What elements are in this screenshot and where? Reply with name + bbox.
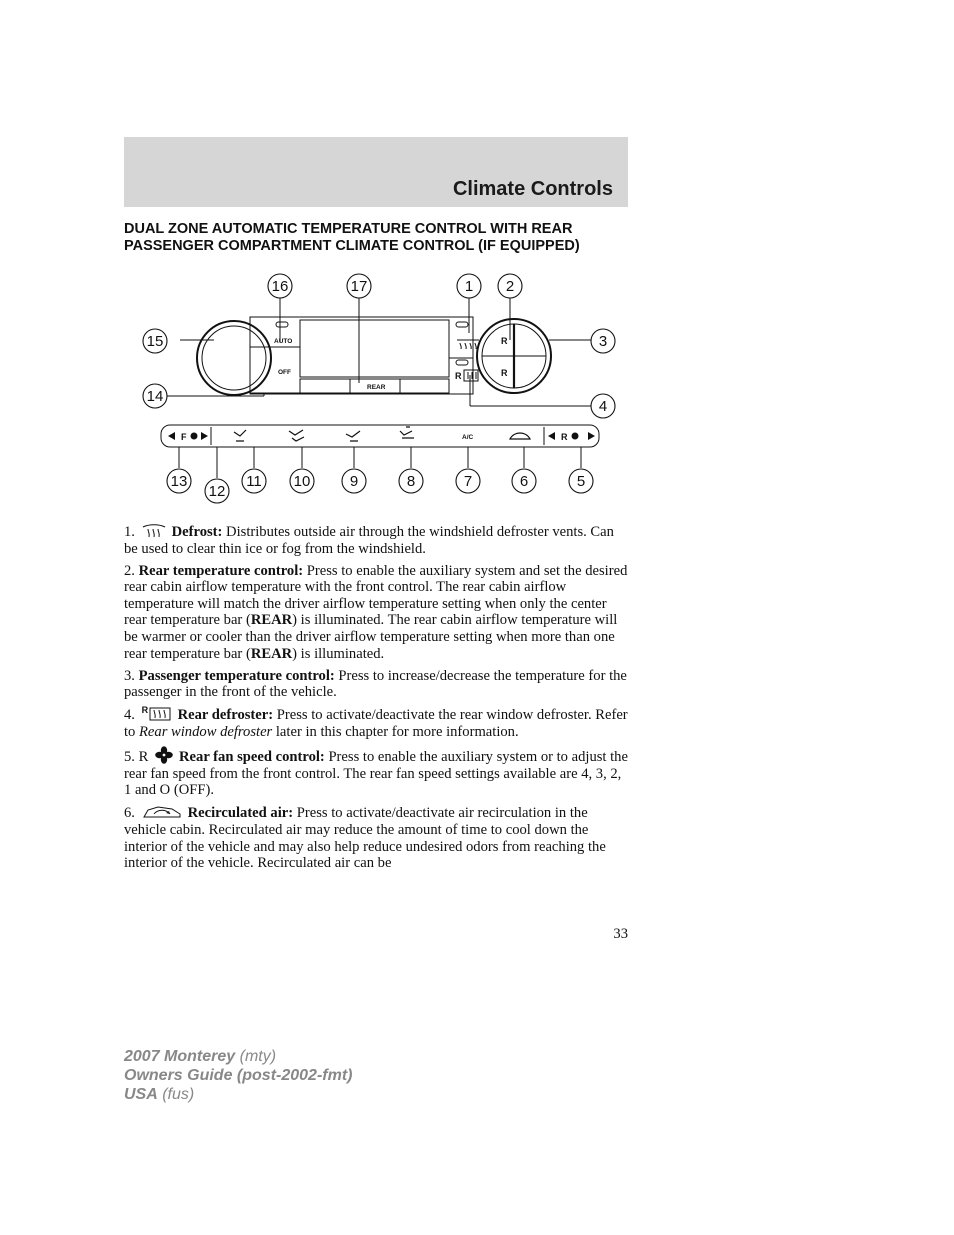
- item-1: 1. Defrost: Distributes outside air through the windshield defroster vents. Can be used to clear thin ice or fog from the windshield.: [124, 524, 614, 557]
- svg-text:17: 17: [350, 278, 368, 295]
- rear-label: REAR: [367, 384, 386, 391]
- callout-14: [143, 384, 167, 408]
- defrost-icon: [142, 523, 166, 539]
- svg-text:10: 10: [293, 473, 311, 490]
- svg-text:9: 9: [349, 473, 359, 490]
- svg-text:12: 12: [208, 483, 226, 500]
- callout-8: [399, 469, 423, 493]
- callout-17: [347, 274, 371, 298]
- footer-line-3: USA (fus): [124, 1086, 195, 1103]
- callout-5: [569, 469, 593, 493]
- callout-2: [498, 274, 522, 298]
- svg-text:5: 5: [576, 473, 586, 490]
- footer-line-1: 2007 Monterey (mty): [124, 1048, 277, 1065]
- recirculation-icon: [142, 804, 182, 820]
- svg-text:7: 7: [463, 473, 473, 490]
- rear-temp-upper-label: R: [501, 336, 508, 346]
- svg-text:1: 1: [464, 278, 474, 295]
- front-fan-icon: [168, 432, 208, 440]
- svg-text:16: 16: [271, 278, 289, 295]
- callout-12: [205, 479, 229, 503]
- callout-1: [457, 274, 481, 298]
- callout-10: [290, 469, 314, 493]
- callout-15: [143, 329, 167, 353]
- callout-7: [456, 469, 480, 493]
- svg-text:4: 4: [598, 398, 608, 415]
- footer-line-2: Owners Guide (post-2002-fmt): [124, 1067, 353, 1084]
- rear-defrost-label: R: [455, 371, 462, 381]
- svg-text:15: 15: [146, 333, 164, 350]
- heading-line-1: DUAL ZONE AUTOMATIC TEMPERATURE CONTROL WITH REAR: [124, 221, 573, 237]
- svg-text:6: 6: [519, 473, 529, 490]
- page-heading: [124, 221, 634, 255]
- svg-text:14: 14: [146, 388, 164, 405]
- rear-defrost-icon: [464, 370, 478, 381]
- callout-16: [268, 274, 292, 298]
- callout-6: [512, 469, 536, 493]
- callout-11: [242, 469, 266, 493]
- rear-defrost-icon: R: [142, 706, 172, 722]
- callout-13: [167, 469, 191, 493]
- svg-text:3: 3: [598, 333, 608, 350]
- climate-control-diagram: [124, 265, 628, 515]
- svg-text:2: 2: [505, 278, 515, 295]
- svg-text:8: 8: [406, 473, 416, 490]
- rear-fan-label: R: [561, 432, 568, 442]
- header-band: [124, 137, 628, 207]
- page-number: 33: [613, 926, 628, 942]
- ac-label: A/C: [462, 434, 474, 441]
- item-4: 4. R Rear defroster: Press to activate/deactivate the rear window defroster. Refer to Rear window defroster later in this chapter for more information.: [124, 705, 628, 741]
- airflow-mode-icons: [234, 427, 530, 441]
- section-title: Climate Controls: [452, 178, 613, 200]
- item-6: 6. Recirculated air: Press to activate/deactivate air recirculation in the vehicle cabin. Recirculated air may reduce the amount of time to cool down the interior of the vehicle and may also help reduce undesired odors from reaching the interior of the vehicle. Recirculated air can be: [124, 805, 606, 872]
- body-text: [124, 523, 630, 877]
- item-2: 2. Rear temperature control: Press to enable the auxiliary system and set the desired rear cabin airflow temperature with the front control. The rear cabin airflow temperature will match the driver airflow temperature setting when only the center rear temperature bar (REAR) is illuminated. The rear cabin airflow temperature will be warmer or cooler than the driver airflow temperature setting when more than one rear temperature bar (REAR) is illuminated.: [124, 562, 628, 662]
- heading-line-2: PASSENGER COMPARTMENT CLIMATE CONTROL (IF EQUIPPED): [124, 238, 580, 254]
- off-label: OFF: [278, 369, 291, 376]
- auto-label: AUTO: [274, 338, 293, 345]
- svg-text:11: 11: [246, 473, 262, 490]
- rear-temp-lower-label: R: [501, 368, 508, 378]
- callout-3: [591, 329, 615, 353]
- footer: [124, 1047, 352, 1104]
- callout-9: [342, 469, 366, 493]
- callout-4: [591, 394, 615, 418]
- item-3: 3. Passenger temperature control: Press to increase/decrease the temperature for the passenger in the front of the vehicle.: [124, 667, 627, 701]
- front-fan-label: F: [181, 432, 187, 442]
- defrost-icon: [457, 340, 479, 349]
- rear-fan-icon: [548, 432, 595, 440]
- svg-text:13: 13: [170, 473, 188, 490]
- fan-icon: [155, 746, 173, 764]
- item-5: 5. R Rear fan speed control: Press to enable the auxiliary system or to adjust the rear fan speed from the front control. The rear fan speed settings available are 4, 3, 2, 1 and O (OFF).: [124, 746, 630, 799]
